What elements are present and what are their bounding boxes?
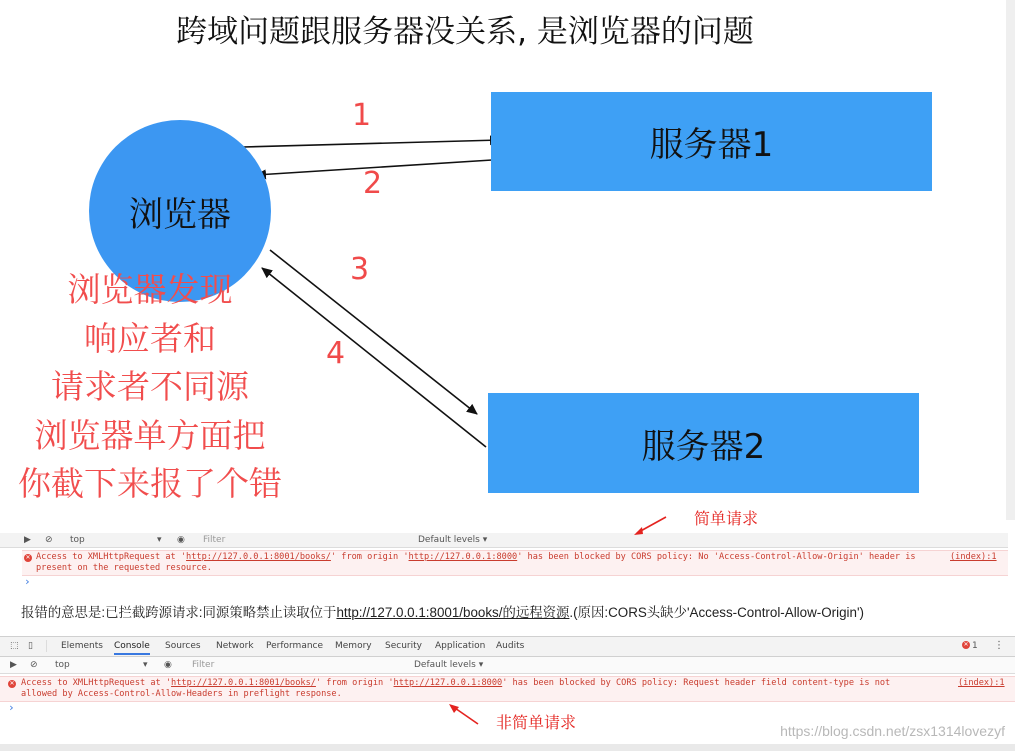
error-count-icon[interactable]: ✕: [963, 641, 969, 648]
arrow-label-1: 1: [352, 98, 372, 133]
context-select[interactable]: top: [70, 535, 85, 545]
simple-request-label: 简单请求: [694, 509, 759, 528]
execute-icon[interactable]: ▶: [24, 535, 31, 545]
execute-icon[interactable]: ▶: [10, 660, 17, 670]
clear-console-icon[interactable]: ⊘: [45, 535, 53, 545]
arrow-label-4: 4: [326, 336, 346, 371]
console-prompt[interactable]: ›: [24, 575, 31, 588]
tab-sources[interactable]: Sources: [165, 641, 201, 651]
non-simple-request-label: 非简单请求: [496, 713, 577, 732]
tab-network[interactable]: Network: [216, 641, 254, 651]
annotation-arrow-bottom: [446, 702, 482, 728]
tab-elements[interactable]: Elements: [61, 641, 103, 651]
watermark: https://blog.csdn.net/zsx1314lovezyf: [780, 723, 1005, 739]
annotation-arrow-top: [632, 514, 672, 538]
explanation-link: http://127.0.0.1:8001/books/的远程资源: [336, 605, 570, 620]
arrow-label-2: 2: [363, 166, 383, 201]
top-error-message: Access to XMLHttpRequest at 'http://127.0.0.1:8001/books/' from origin 'http://127.0.0.1:8000' has been blocked by CORS policy: No 'Access-Control-Allow-Origin' header is present on the requested resource.: [36, 552, 916, 573]
server-1-label: 服务器1: [649, 125, 774, 165]
levels-dropdown[interactable]: Default levels ▾: [414, 660, 484, 670]
tab-console[interactable]: Console: [114, 641, 150, 655]
error-link[interactable]: http://127.0.0.1:8000: [408, 552, 518, 562]
tab-performance[interactable]: Performance: [266, 641, 324, 651]
error-icon: ✕: [9, 680, 15, 687]
note-line: 响应者和: [84, 318, 216, 358]
tab-memory[interactable]: Memory: [335, 641, 372, 651]
arrow-label-3: 3: [350, 252, 370, 287]
bottom-edge: [0, 744, 1015, 751]
eye-icon[interactable]: ◉: [164, 660, 172, 670]
levels-dropdown[interactable]: Default levels ▾: [418, 535, 488, 545]
tab-audits[interactable]: Audits: [496, 641, 525, 651]
error-icon: ✕: [25, 554, 31, 561]
note-line: 请求者不同源: [51, 367, 249, 406]
device-icon[interactable]: ▯: [28, 641, 33, 651]
server-2-node: [488, 393, 919, 493]
tab-security[interactable]: Security: [385, 641, 422, 651]
bottom-error-message: Access to XMLHttpRequest at 'http://127.0.0.1:8001/books/' from origin 'http://127.0.0.1:8000' has been blocked by CORS policy: Request header field content-type is not allowed by Access-Control-Allow-Headers in preflight response.: [21, 678, 891, 699]
server-2-label: 服务器2: [641, 426, 766, 467]
filter-input[interactable]: Filter: [192, 660, 215, 670]
top-error-source[interactable]: (index):1: [950, 552, 997, 562]
more-options-icon[interactable]: ⋮: [994, 640, 1004, 651]
error-link[interactable]: http://127.0.0.1:8001/books/: [171, 678, 316, 688]
error-link[interactable]: http://127.0.0.1:8001/books/: [186, 552, 331, 562]
arrow-3: [270, 250, 477, 414]
clear-console-icon[interactable]: ⊘: [30, 660, 38, 670]
note-line: 浏览器发现: [67, 270, 233, 309]
browser-label: 浏览器: [129, 194, 231, 235]
bottom-error-source[interactable]: (index):1: [958, 678, 1005, 688]
eye-icon[interactable]: ◉: [177, 535, 185, 545]
note-line: 浏览器单方面把: [34, 415, 266, 455]
context-select[interactable]: top: [55, 660, 70, 670]
divider: [46, 640, 47, 652]
slide-title: 跨域问题跟服务器没关系, 是浏览器的问题: [176, 14, 754, 50]
server-1-node: [491, 92, 932, 191]
note-line: 你截下来报了个错: [18, 464, 282, 503]
chevron-down-icon[interactable]: ▾: [157, 535, 162, 545]
console-prompt[interactable]: ›: [8, 701, 15, 714]
error-count[interactable]: 1: [972, 641, 978, 651]
arrow-1: [243, 140, 500, 147]
explanation-note: [0, 266, 300, 509]
filter-input[interactable]: Filter: [203, 535, 226, 545]
inspect-icon[interactable]: ⬚: [10, 641, 19, 651]
bottom-console-toolbar: [0, 657, 1015, 674]
error-link[interactable]: http://127.0.0.1:8000: [393, 678, 503, 688]
error-explanation: 报错的意思是:已拦截跨源请求:同源策略禁止读取位于http://127.0.0.1:8001/books/的远程资源.(原因:CORS头缺少'Access-Control-Allow-Origin'): [21, 605, 864, 620]
tab-application[interactable]: Application: [435, 641, 486, 651]
chevron-down-icon[interactable]: ▾: [143, 660, 148, 670]
top-console-toolbar: [0, 533, 1008, 548]
